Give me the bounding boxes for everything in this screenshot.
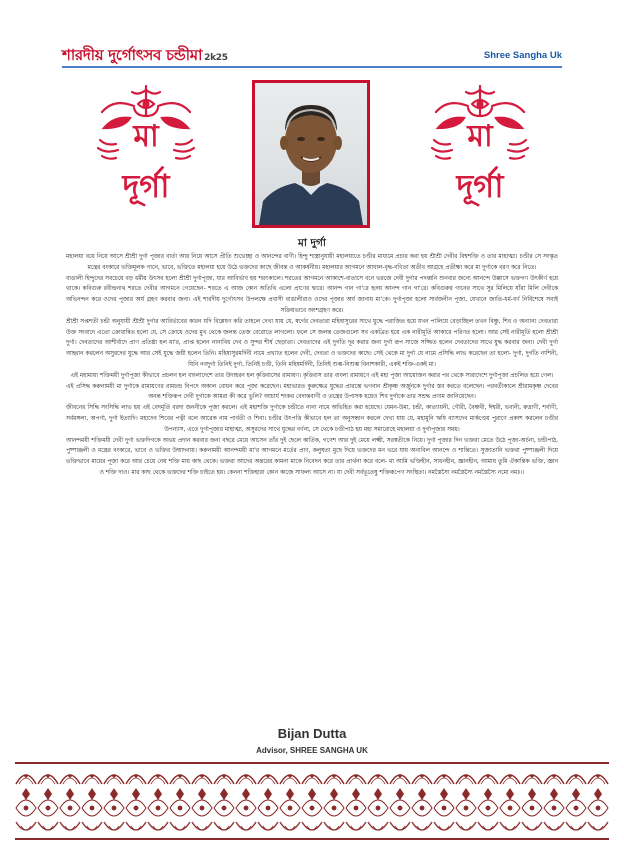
organization-name: Shree Sangha Uk [483, 50, 562, 61]
durga-motif-left [96, 82, 196, 212]
article-paragraph: শ্রীশ্রী সপ্তশতী চন্ডী অনুযায়ী শ্রীশ্রী দুর্গার আবির্ভাবের কারন যদি বিশ্লেষণ করি তাহলে দেখা যায় যে, স্বর্গের দেবতারা মহিষাসুরের সাথে যুদ্ধে পরাজিত হয়ে যখন পালিয়ে বেড়াচ্ছিল তখন বিষ্ণু, শিব ও অন্যান্য দেবতারা উক্ত সংবাদে এতো ক্রোধান্বিত হলো যে, সে ক্রোধে ওদের মুখ থেকে জলন্ত তেজ বেরোতে লাগলো। ফলে সে জলন্ত তেজগুলো সব একত্রিত হয়ে এক নারীমূর্তি আকারে পরিণত হলো। আর সেই নারীমূর্তি হলো শ্রীশ্রী দুর্গা। দেবতাদের আশীর্বাদে প্রাণ প্রতিষ্ঠা হল মা'র, প্রাপ্ত হলেন নানাবিধ দেব ও সুন্দর শীর্ষ ছেড়াতা। দেবতাদের এই দুর্গতি দূর করার জন্য দুর্গা রূপ সাজে সজ্জিত হলেন দেবতাদের সাথে যুদ্ধ করবার জন্য। দেবী দুর্গা আহ্বান করলেন অসুরদের যুদ্ধে আর সেই যুদ্ধে জয়ী হলেন তিনি। মহিষাসুরমর্দিনী নামে প্রখ্যাত হলেন দেবী, দেবতা ও ভক্তদের কাছে। সেই থেকে মা দুর্গা যে নামে প্রসিদ্ধি লাভ করেছেন তা হলো- দুর্গা, দুর্গতি নাশিনী, যিনি নবদুর্গা তিনিই দুর্গা, তিনিই চণ্ডী, তিনি মহিষমর্দিনী, তিনিই শুম্ভ-নিশুম্ভ বিনাশকারী, একই শক্তি-একই মা। [66, 318, 558, 368]
decorative-border-pattern [15, 762, 609, 840]
motif-word-ma: মা [133, 119, 159, 154]
article-title: মা দুর্গা [298, 237, 326, 249]
motif-word-ma: মা [467, 119, 493, 154]
motif-word-durga: দূর্গা [456, 167, 504, 205]
motif-word-durga: দূর্গা [122, 167, 170, 205]
durga-motif-right [430, 82, 530, 212]
page-header [62, 44, 562, 68]
article-paragraph: এই প্রসিদ্ধ করুনাময়ী মা দুর্গাকে রামায়ণের রামচন্দ্র বিপদে অকাল বোধন করে পূজা করেছেন। মহাভারত কুরুক্ষেত্র যুদ্ধের প্রারম্ভে ভগবান শ্রীকৃষ্ণ অর্জুনকে দুর্গার স্তব করতে বলেছেন। পরবর্তীকালে শ্রীরামকৃষ্ণ দেবের অনন্ত শক্তিরূপ দেবী দুর্গাকে আমরা কী করে ভুলি? আচার্য শংকর বেদান্তবাণী ও তন্ত্রের উপাসক হয়েও শিব দুর্গাকে তার সশ্রদ্ধ প্রণাম জানিয়েছেন। [66, 383, 558, 401]
article-paragraph: জীবনের সিদ্ধি সংসিদ্ধি লাভ হয় এই বেদমূর্তি বরদা জননীকে পূজা করলে। এই মহাশক্তি দুর্গাকে চন্ডীতে নানা নামে অভিহিত করা হয়েছে। যেমন-উমা, চন্ডী, কাত্যায়নী, গৌরী, বৈষ্ণবী, ঈশ্বরী, ভবানী, রুদ্রাণী, শর্বাণী, সর্বমঙ্গলা, অপর্ণা, দুর্গা ইত্যাদি। মহাদেব শিবের পত্নী বলে আরেক নাম পার্বতী ও শিবা। চণ্ডীর উৎপত্তি কীভাবে হল তা অনুসন্ধান করলে দেখা যায় যে, মহামুনি ঋষি ব্যাসদেব মার্কণ্ডেয় পুরাণে প্রকাশ করলেন চণ্ডীর উপন্যাস, এতে দুর্গাপূজার মাহাত্ম্য, অসুরদের সাথে যুদ্ধের বর্ণনা, সে থেকে চণ্ডীপাঠ হয় মহা সমারোহে মহালয়া ও দুর্গাপূজার সময়। [66, 405, 558, 433]
author-name: Bijan Dutta [277, 726, 347, 741]
portrait-image [255, 83, 367, 225]
article-paragraph: এই মহামায়া শক্তিময়ী দুর্গাপূজা কীভাবে প্রচলন হল বাংলাদেশে তার উদাহরন হল কৃত্তিবাসের রামায়ণ। কৃত্তিবাস তার বাংলা রামায়ণে এই মহা পূজা আয়োজন করার পর থেকে সারাদেশে দুর্গাপূজা প্রচলিত হয়ে গেল। [70, 372, 554, 379]
author-photo [252, 80, 370, 228]
article-paragraph: আনন্দময়ী শক্তিময়ী দেবী দুর্গা ভক্তদিগকে অভয় প্রদান করবার জন্য বছরে মেয়ে আসেন তাঁর দুই ছেলে কার্তিক, গণেশ আর দুই মেয়ে লক্ষ্মী, সরস্বতীকে নিয়ে। দুর্গা পূজার দিন ভক্তরা মেতে উঠে পূজা-অর্চনা, চন্ডীপাঠ, পুষ্পাঞ্জলী ও মন্ত্রের বংকারে, ভাবে ও ভক্তির উন্মাদনায়। করুনাময়ী আনন্দময়ী মা'র আগমনে মর্তের প্রাণ, কলুষতা মুছে দিয়ে ভক্তদের মন ভরে যায় অনাবিল আনন্দে ও শান্তিতে। সুজাতানি ভক্তরা পুষ্পাঞ্জলী দিয়ে ভক্তিভাবে মায়ের পূজা করে আর চেয়ে নেয় শক্তি মায় কাছ থেকে। ভক্তরা আদের অন্তরের কামনা মাকে নিবেদন করে তার প্রার্থনা করে বলে- মা আমি ভক্তিহীন, সাধনহীন, জ্ঞানহীন, আমায় তুমি ঐকান্তিক ভক্তি, জ্ঞান ও শক্তি দাও। মার কাছ থেকে ভক্তদের শক্তি চাইতে হয়। কেননা শক্তিহারা কোন কাজে সাফল্য আসে না। যা দেবী সর্বভূতেষু শক্তিরূপেণ সংস্থিতা। নমস্তৈস্যৈ নমস্তৈস্যৈ নমস্তৈস্যৈ নমো নমঃ।। [66, 437, 558, 476]
article-paragraph: বাঙালী হিন্দুদের সবচেয়ে বড় ধর্মীয় উৎসব হলো শ্রীশ্রী দুর্গাপূজা, যার আবির্ভাব হয় শরৎকালে। শরতের আগমনে আকাশে-বাতাসে বনে ভরজে দেবী দুর্গার পদধ্বনি শুনবার জন্যে আনন্দে উল্লাসে ভক্তগণ উৎকীর্ণ হয়ে থাকে। কবিগুরু রবীন্দ্রনাথ শরতে দেবীর আগমনে গেয়েছেন- শরতে এ আজ কোন অতিথি এলো প্রাণের দ্বারে। আনন্দ গান গা'রে হৃদয় আনন্দ গান গা'রে। কবিগুরুর গানের সাথে সুর মিলিয়ে যাঁরা মিলি দেবীকে অভিনন্দন করে ওদের পূজার অর্ঘ গ্রহণ করবার জন্য। এই শারদীয় দুর্গোৎসব উপলক্ষে প্রবাসী বাঙালীরাও ওদের পূজার অর্ঘ জানায় মা'কে। দুর্গাপূজা হলো সার্বজনীন পূজা, যেখানে জাতি-ধর্ম-বর্ণ নির্বিশেষে সবাই সক্রিয়ভাবে অংশগ্রহণ করে। [66, 275, 558, 314]
article-body [66, 252, 558, 479]
magazine-year: 2k25 [204, 53, 228, 63]
magazine-title-text: শারদীয় দুর্গোৎসব চন্ডীমা [62, 46, 203, 64]
header-divider [62, 66, 562, 68]
author-role: Advisor, SHREE SANGHA UK [256, 746, 368, 755]
article-paragraph: মহালয়া বয়ে নিয়ে আসে শ্রীশ্রী দুর্গা পূজার বার্তা আর নিয়ে আসে প্রীতি শুভেচ্ছা ও আনন্দের বাণী। হিন্দু শাস্ত্রানুযায়ী মহালয়াতে চণ্ডীর মাধ্যমে প্রচার করা হয় শ্রীশ্রী দেবীর বিশ্বশক্তি ও তার মাহাত্ম্য। চণ্ডীর সে সংস্কৃত মন্ত্রের বংকারে ভক্তিমূলক গানে, ভাবে, ভক্তিতে মহালয়া হয়ে উঠে ভক্তদের কাছে জীবন্ত ও আকর্ষনীয়। মহালয়ার আগমনে আবাল-বৃদ্ধ-বণিতা অতীব আগ্রহে প্রতীক্ষা করে মা দুর্গাকে বরণ করে নিতে। [66, 254, 558, 271]
